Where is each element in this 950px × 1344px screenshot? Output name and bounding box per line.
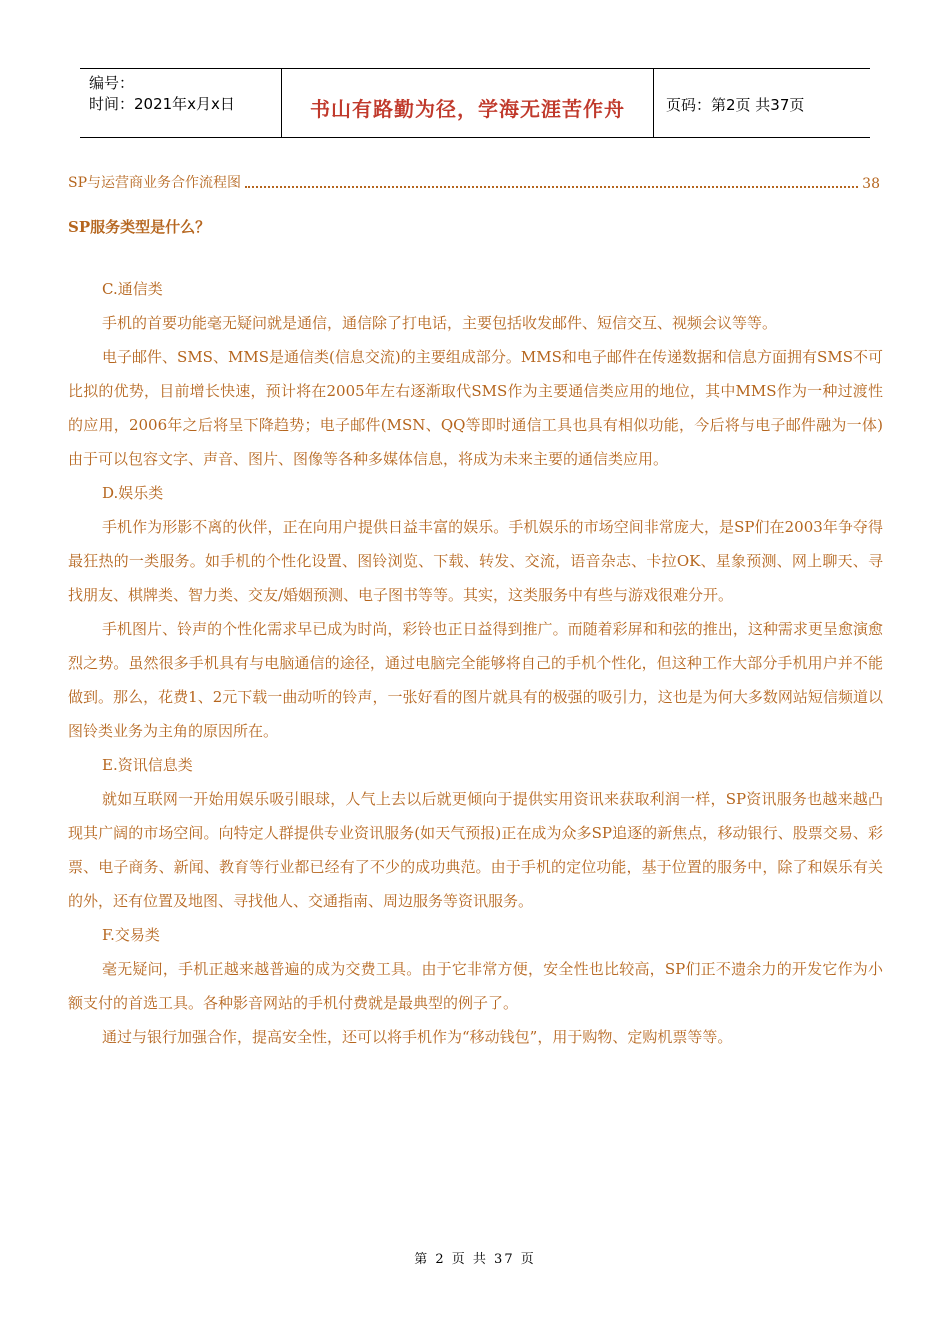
section-title: E.资讯信息类 — [102, 756, 193, 774]
page-code: 页码：第2页 共37页 — [666, 96, 805, 114]
toc-entry[interactable] — [68, 172, 880, 192]
header-motto-cell — [282, 69, 654, 137]
page-footer — [0, 1248, 950, 1267]
header-table — [80, 68, 870, 138]
paragraph: 电子邮件、SMS、MMS是通信类(信息交流)的主要组成部分。MMS和电子邮件在传递数据和信息方面拥有SMS不可比拟的优势，目前增长快速，预计将在2005年左右逐渐取代SMS作为主要通信类应用的地位，其中MMS作为一种过渡性的应用，2006年之后将呈下降趋势；电子邮件(MSN、QQ等即时通信工具也具有相似功能，今后将与电子邮件融为一体)由于可以包容文字、声音、图片、图像等各种多媒体信息，将成为未来主要的通信类应用。 — [68, 348, 883, 468]
section-title: D.娱乐类 — [102, 484, 164, 502]
section-heading: SP服务类型是什么？ — [68, 218, 211, 236]
code-label: 编号： — [89, 74, 135, 92]
paragraph: 通过与银行加强合作，提高安全性，还可以将手机作为“移动钱包”，用于购物、定购机票等等。 — [102, 1028, 733, 1046]
header-left-cell — [80, 69, 282, 137]
section-title: C.通信类 — [102, 280, 163, 298]
time-label: 时间：2021年x月x日 — [89, 95, 235, 113]
body-content — [68, 272, 883, 1054]
paragraph: 毫无疑问，手机正越来越普遍的成为交费工具。由于它非常方便，安全性也比较高，SP们正不遗余力的开发它作为小额支付的首选工具。各种影音网站的手机付费就是最典型的例子了。 — [68, 960, 883, 1012]
paragraph: 手机图片、铃声的个性化需求早已成为时尚，彩铃也正日益得到推广。而随着彩屏和和弦的推出，这种需求更呈愈演愈烈之势。虽然很多手机具有与电脑通信的途径，通过电脑完全能够将自己的手机个性化，但这种工作大部分手机用户并不能做到。那么，花费1、2元下载一曲动听的铃声，一张好看的图片就具有的极强的吸引力，这也是为何大多数网站短信频道以图铃类业务为主角的原因所在。 — [68, 620, 883, 740]
paragraph: 就如互联网一开始用娱乐吸引眼球，人气上去以后就更倾向于提供实用资讯来获取利润一样，SP资讯服务也越来越凸现其广阔的市场空间。向特定人群提供专业资讯服务(如天气预报)正在成为众多SP追逐的新焦点，移动银行、股票交易、彩票、电子商务、新闻、教育等行业都已经有了不少的成功典范。由于手机的定位功能，基于位置的服务中，除了和娱乐有关的外，还有位置及地图、寻找他人、交通指南、周边服务等资讯服务。 — [68, 790, 883, 910]
paragraph: 手机作为形影不离的伙伴，正在向用户提供日益丰富的娱乐。手机娱乐的市场空间非常庞大，是SP们在2003年争夺得最狂热的一类服务。如手机的个性化设置、图铃浏览、下载、转发、交流，语音杂志、卡拉OK、星象预测、网上聊天、寻找朋友、棋牌类、智力类、交友/婚姻预测、电子图书等等。其实，这类服务中有些与游戏很难分开。 — [68, 518, 883, 604]
header-page-cell — [654, 69, 870, 137]
toc-entry-page: 38 — [862, 176, 880, 192]
paragraph: 手机的首要功能毫无疑问就是通信，通信除了打电话，主要包括收发邮件、短信交互、视频会议等等。 — [102, 314, 778, 332]
section-title: F.交易类 — [102, 926, 160, 944]
footer-page-number: 第 2 页 共 37 页 — [414, 1252, 536, 1267]
toc-leader-dots — [245, 185, 858, 188]
motto: 书山有路勤为径，学海无涯苦作舟 — [310, 97, 625, 121]
toc-entry-title: SP与运营商业务合作流程图 — [68, 175, 242, 191]
